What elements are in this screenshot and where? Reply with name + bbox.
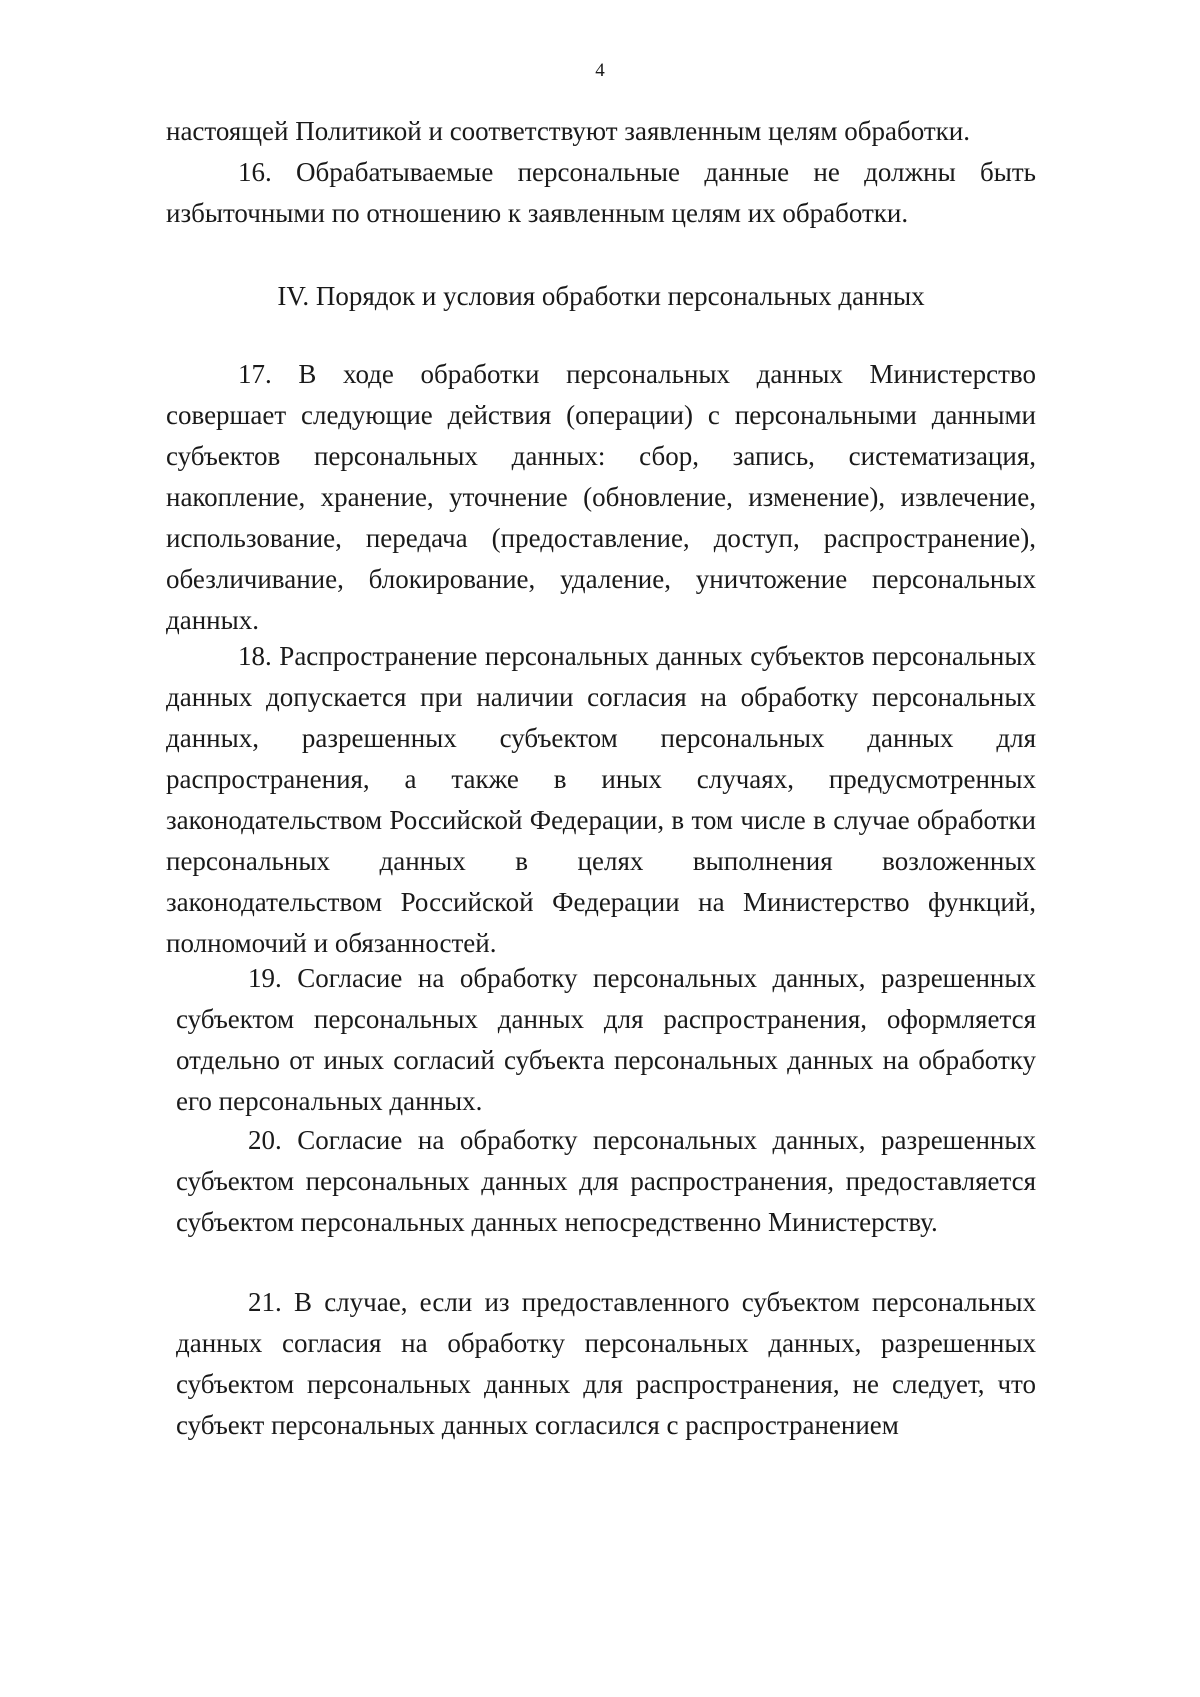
paragraph-text: 21. В случае, если из предоставленного субъектом персональных данных согласия на обработку персональных данных, разрешенных субъектом персональных данных для распространения, не следует, что субъект персональных данных согласился с распространением (176, 1287, 1036, 1440)
page-number: 4 (595, 60, 605, 81)
paragraph-18 (166, 636, 1036, 964)
section-heading: IV. Порядок и условия обработки персональных данных (277, 281, 925, 311)
paragraph-text: 20. Согласие на обработку персональных данных, разрешенных субъектом персональных данных для распространения, предоставляется субъектом персональных данных непосредственно Министерству. (176, 1125, 1036, 1237)
paragraph-text: 17. В ходе обработки персональных данных Министерство совершает следующие действия (операции) с персональными данными субъектов персональных данных: сбор, запись, систематизация, накопление, хранение, уточнение (обновление, изменение), извлечение, использование, передача (предоставление, доступ, распространение), обезличивание, блокирование, удаление, уничтожение персональных данных. (166, 359, 1036, 635)
paragraph-text: настоящей Политикой и соответствуют заявленным целям обработки. (166, 116, 970, 146)
paragraph-15-tail (166, 111, 1036, 152)
paragraph-17 (166, 354, 1036, 641)
paragraph-text: 16. Обрабатываемые персональные данные не должны быть избыточными по отношению к заявленным целям их обработки. (166, 157, 1036, 228)
paragraph-19 (176, 958, 1036, 1122)
paragraph-20 (176, 1120, 1036, 1243)
paragraph-text: 18. Распространение персональных данных субъектов персональных данных допускается при наличии согласия на обработку персональных данных, разрешенных субъектом персональных данных для распространения, а также в иных случаях, предусмотренных законодательством Российской Федерации, в том числе в случае обработки персональных данных в целях выполнения возложенных законодательством Российской Федерации на Министерство функций, полномочий и обязанностей. (166, 641, 1036, 958)
paragraph-21 (176, 1282, 1036, 1446)
paragraph-text: 19. Согласие на обработку персональных данных, разрешенных субъектом персональных данных для распространения, оформляется отдельно от иных согласий субъекта персональных данных на обработку его персональных данных. (176, 963, 1036, 1116)
paragraph-16 (166, 152, 1036, 234)
